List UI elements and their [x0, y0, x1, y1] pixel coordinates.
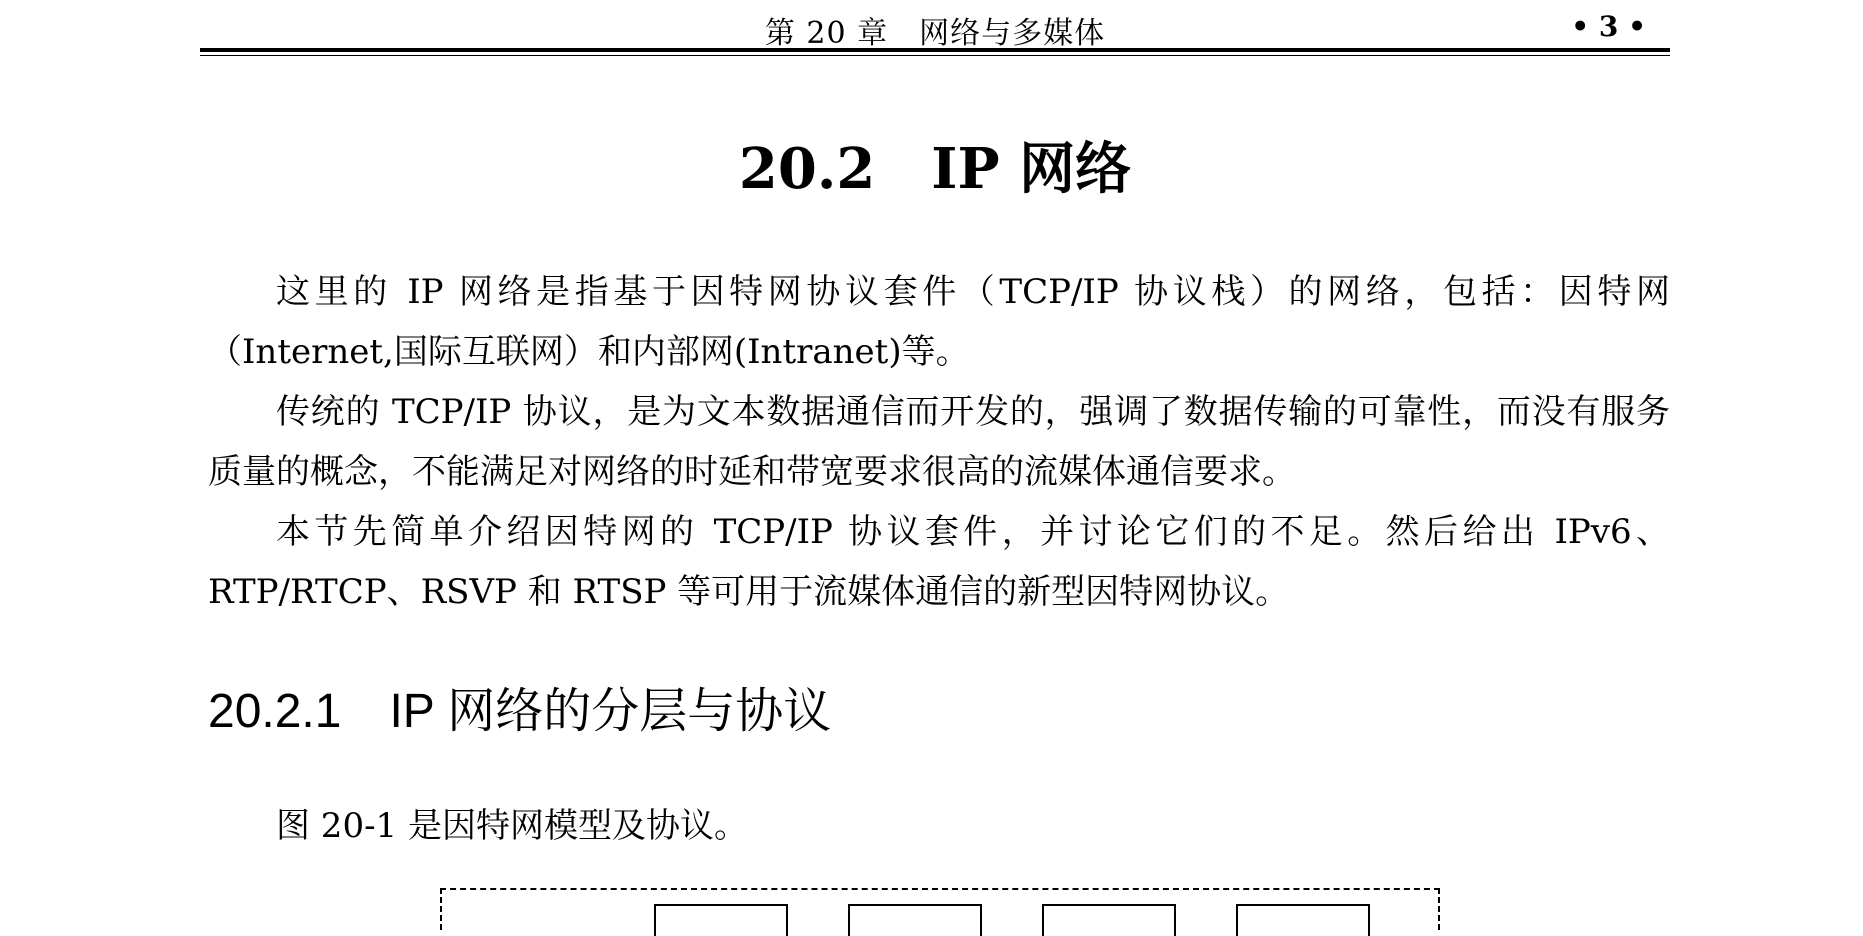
figure-reference	[208, 796, 1670, 856]
figure-box	[1236, 904, 1370, 936]
figure-box	[654, 904, 788, 936]
section-title: 20.2 IP 网络	[738, 136, 1132, 202]
running-header	[200, 6, 1670, 51]
paragraph-1: 这里的 IP 网络是指基于因特网协议套件（TCP/IP 协议栈）的网络，包括：因特网（Internet,国际互联网）和内部网(Intranet)等。	[208, 272, 1670, 372]
figure-box	[848, 904, 982, 936]
page-number: • 3 •	[1571, 10, 1646, 43]
header-rule-thin	[200, 55, 1670, 56]
body-text	[208, 262, 1670, 622]
figure-reference-text: 图 20-1 是因特网模型及协议。	[276, 806, 748, 846]
chapter-title: 第 20 章 网络与多媒体	[764, 16, 1106, 51]
paragraph-3: 本节先简单介绍因特网的 TCP/IP 协议套件，并讨论它们的不足。然后给出 IPv6、RTP/RTCP、RSVP 和 RTSP 等可用于流媒体通信的新型因特网协议。	[208, 512, 1670, 612]
header-rule-thick	[200, 48, 1670, 52]
subsection-title: 20.2.1 IP 网络的分层与协议	[208, 685, 832, 738]
paragraph-2: 传统的 TCP/IP 协议，是为文本数据通信而开发的，强调了数据传输的可靠性，而没有服务质量的概念，不能满足对网络的时延和带宽要求很高的流媒体通信要求。	[208, 392, 1670, 492]
figure-box	[1042, 904, 1176, 936]
figure-frame	[440, 888, 1440, 930]
